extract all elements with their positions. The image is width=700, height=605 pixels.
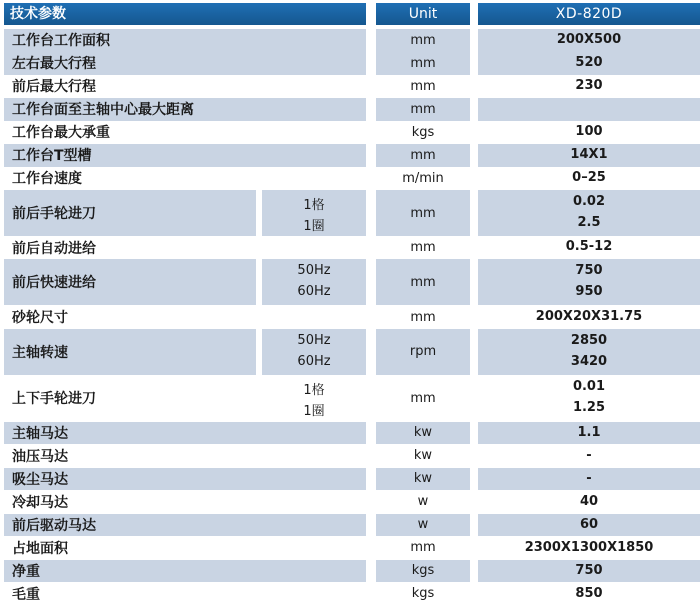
spec-value-cell [478, 190, 700, 236]
spec-value: 230 [575, 78, 603, 93]
spec-unit: mm [376, 98, 470, 121]
spec-condition: 1圈 [303, 404, 325, 420]
spec-value: 0.02 [572, 194, 606, 209]
spec-value-cell [478, 514, 700, 537]
spec-value: 0.01 [572, 379, 606, 395]
spec-value-cell [478, 560, 700, 583]
spec-value: 200X500 [556, 32, 622, 47]
spec-name: 左右最大行程 [4, 52, 366, 75]
header-unit: Unit [376, 3, 470, 25]
spec-name: 前后最大行程 [12, 79, 96, 96]
spec-condition: 60Hz [297, 353, 331, 369]
spec-unit: mm [376, 52, 470, 75]
spec-value-cell [478, 583, 700, 605]
spec-value: 2850 [570, 332, 608, 348]
spec-condition-cell [262, 329, 366, 375]
spec-condition: 50Hz [297, 332, 331, 348]
spec-value: 14X1 [570, 147, 608, 162]
spec-unit: w [417, 494, 429, 510]
spec-condition-cell [262, 375, 366, 421]
spec-value: 0.5-12 [565, 239, 613, 255]
spec-value-cell [478, 329, 700, 375]
spec-unit: kgs [411, 586, 435, 602]
spec-unit: kw [376, 468, 470, 491]
spec-value: 750 [575, 562, 603, 578]
spec-value-cell [478, 306, 700, 329]
spec-value-cell [478, 144, 700, 167]
spec-unit: kw [376, 422, 470, 445]
spec-unit: kgs [376, 560, 470, 583]
spec-name: 毛重 [12, 586, 40, 603]
spec-value-cell [478, 52, 700, 75]
spec-unit: mm [410, 540, 436, 556]
spec-name: 工作台速度 [12, 171, 82, 188]
spec-value: - [586, 447, 592, 463]
spec-name: 油压马达 [12, 448, 68, 465]
spec-unit: w [376, 514, 470, 537]
spec-name: 工作台面至主轴中心最大距离 [4, 98, 366, 121]
spec-condition-cell [262, 259, 366, 305]
spec-unit: mm [410, 390, 436, 406]
spec-name: 吸尘马达 [4, 468, 366, 491]
spec-condition: 1格 [303, 383, 325, 399]
spec-condition: 1圈 [303, 219, 325, 234]
spec-name: 主轴马达 [4, 422, 366, 445]
spec-value: 2.5 [577, 215, 601, 230]
spec-name: 前后自动进给 [12, 240, 96, 257]
spec-value-cell [478, 537, 700, 560]
spec-unit: mm [410, 309, 436, 325]
spec-unit: mm [376, 190, 470, 236]
spec-unit: mm [376, 29, 470, 52]
spec-value-cell [478, 121, 700, 144]
spec-condition: 1格 [303, 198, 325, 213]
spec-value: 0–25 [572, 170, 606, 185]
spec-unit: mm [410, 240, 436, 256]
spec-unit: kw [413, 448, 433, 464]
spec-value-cell [478, 491, 700, 514]
spec-value-cell [478, 167, 700, 190]
spec-value: 850 [575, 585, 603, 601]
spec-value: 2300X1300X1850 [524, 539, 654, 555]
spec-name: 工作台工作面积 [4, 29, 366, 52]
spec-value-cell [478, 259, 700, 305]
spec-value: 950 [575, 284, 603, 300]
spec-value: 750 [575, 263, 603, 279]
spec-condition-cell [262, 190, 366, 236]
spec-value: 40 [579, 493, 599, 509]
spec-value-cell [478, 75, 700, 98]
spec-value: 520 [575, 55, 603, 70]
spec-value: 100 [575, 124, 603, 139]
spec-name: 前后手轮进刀 [4, 190, 256, 236]
spec-name: 前后快速进给 [4, 259, 256, 305]
spec-unit: kgs [411, 124, 435, 140]
spec-name: 工作台T型槽 [4, 144, 366, 167]
spec-value: 200X20X31.75 [535, 308, 643, 324]
spec-name: 上下手轮进刀 [12, 391, 96, 408]
spec-condition: 60Hz [297, 284, 331, 300]
spec-value: 1.25 [572, 400, 606, 416]
header-model: XD-820D [478, 3, 700, 25]
spec-value-cell [478, 468, 700, 491]
spec-name: 砂轮尺寸 [12, 310, 68, 327]
spec-unit: rpm [376, 329, 470, 375]
header-param: 技术参数 [4, 3, 366, 25]
spec-name: 主轴转速 [4, 329, 256, 375]
spec-value-cell [478, 422, 700, 445]
spec-value-cell [478, 98, 700, 121]
spec-value: 1.1 [577, 424, 601, 440]
spec-name: 占地面积 [12, 540, 68, 557]
spec-value-cell [478, 29, 700, 52]
spec-value: 3420 [570, 353, 608, 369]
spec-value: 60 [579, 516, 599, 532]
spec-unit: mm [410, 78, 436, 94]
spec-name: 净重 [4, 560, 366, 583]
spec-unit: mm [376, 259, 470, 305]
spec-value-cell [478, 445, 700, 468]
spec-value-cell [478, 375, 700, 421]
spec-condition: 50Hz [297, 263, 331, 279]
spec-unit: m/min [402, 170, 444, 186]
spec-name: 工作台最大承重 [12, 125, 110, 142]
spec-value: - [586, 470, 592, 486]
spec-unit: mm [376, 144, 470, 167]
spec-name: 前后驱动马达 [4, 514, 366, 537]
spec-value-cell [478, 236, 700, 259]
spec-name: 冷却马达 [12, 494, 68, 511]
